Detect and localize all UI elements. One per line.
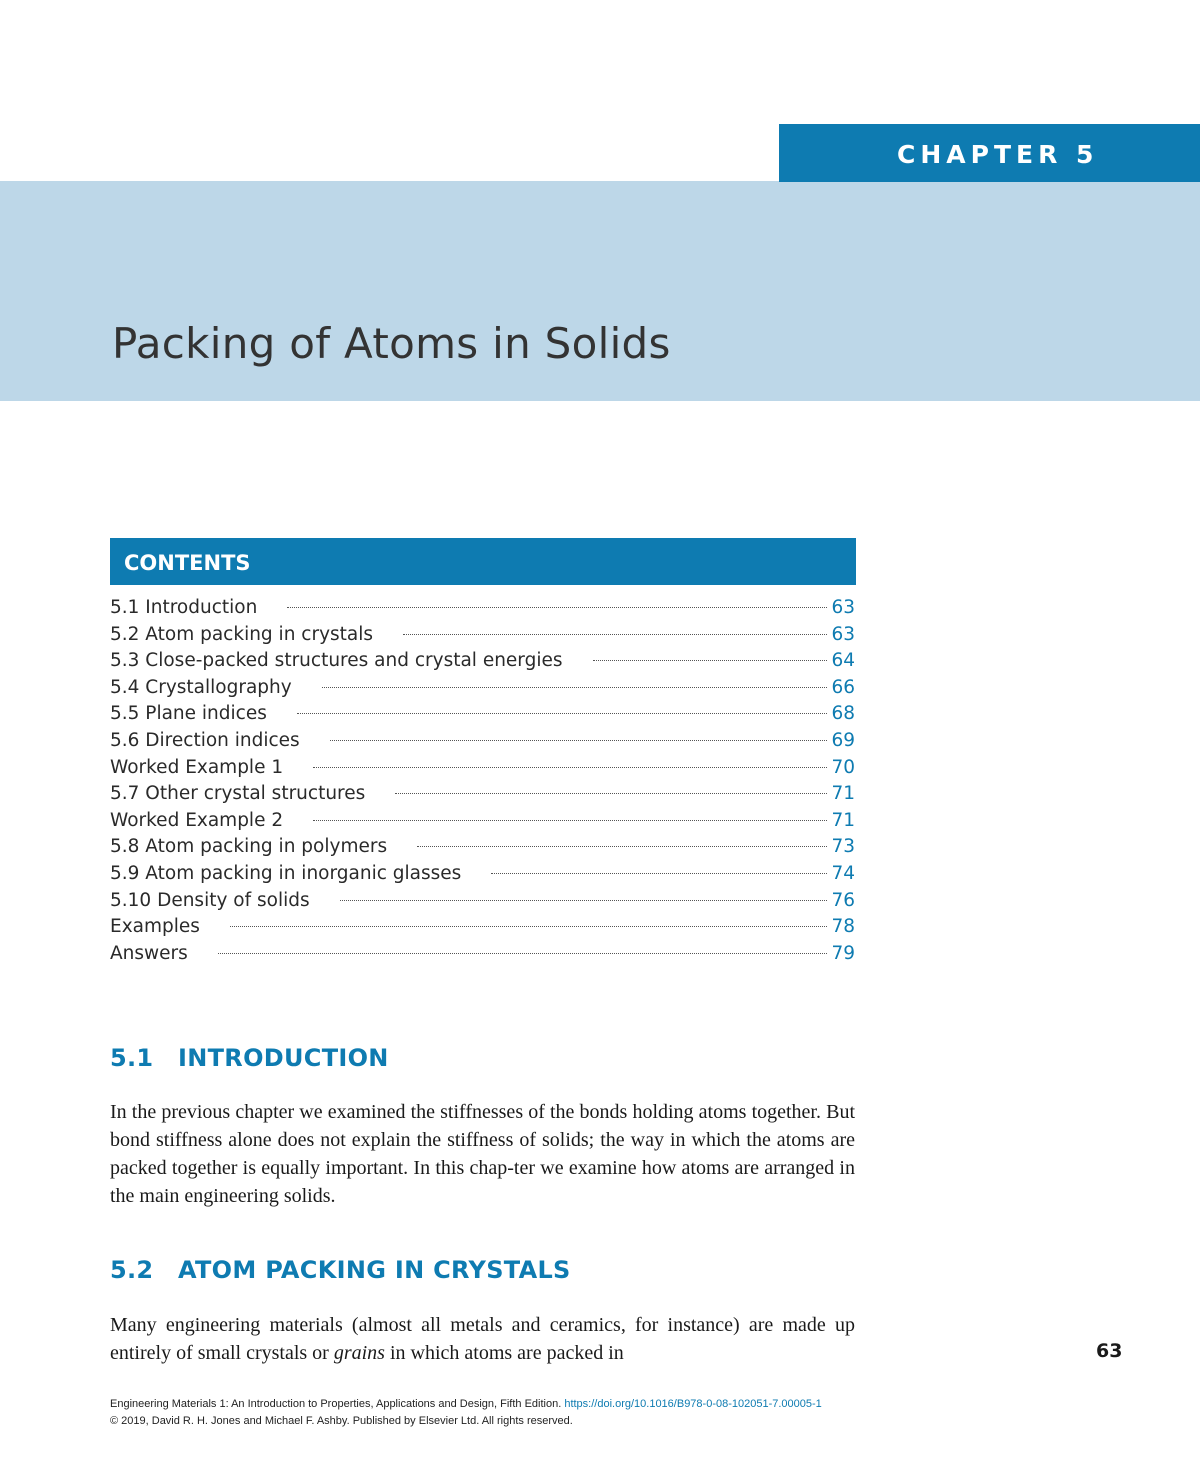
paragraph-emphasis: grains [333,1342,385,1364]
section-title: INTRODUCTION [178,1044,389,1072]
section-title: ATOM PACKING IN CRYSTALS [178,1256,571,1284]
toc-leader-dots [313,820,827,821]
toc-item-page: 70 [831,756,855,778]
toc-item[interactable] [110,597,855,624]
chapter-label: CHAPTER 5 [779,124,1200,182]
toc-item-page: 71 [831,809,855,831]
toc-item-page: 63 [831,597,855,618]
toc-item[interactable] [110,890,855,917]
toc-leader-dots [491,873,827,874]
toc-item-page: 76 [831,889,855,911]
toc-leader-dots [230,926,828,927]
toc-item[interactable] [110,730,855,757]
toc-leader-dots [322,687,828,688]
toc-item[interactable] [110,863,855,890]
toc-item-label: Answers [110,942,188,964]
section-paragraph: In the previous chapter we examined the stiffnesses of the bonds holding atoms together. But bond stiffness alone does not explain the stiffness of solids; the way in which the atoms are packed together is equally important. In this chap-ter we examine how atoms are arranged in the main engineering solids. [110,1101,855,1207]
toc-leader-dots [593,660,828,661]
toc-item[interactable] [110,703,855,730]
table-of-contents [110,597,855,969]
toc-leader-dots [395,793,827,794]
toc-item-page: 63 [831,623,855,645]
footer-citation: Engineering Materials 1: An Introduction to Properties, Applications and Design, Fifth Edition. [110,1398,565,1410]
toc-item-label: 5.8 Atom packing in polymers [110,836,388,858]
footer-copyright: © 2019, David R. H. Jones and Michael F. Ashby. Published by Elsevier Ltd. All rights reserved. [110,1415,573,1427]
toc-item-label: 5.10 Density of solids [110,889,310,911]
toc-item[interactable] [110,836,855,863]
toc-leader-dots [417,846,827,847]
toc-item-page: 69 [831,729,855,751]
toc-item-label: 5.7 Other crystal structures [110,783,366,805]
section-paragraph [110,1311,855,1367]
toc-item-page: 71 [831,783,855,805]
toc-item-label: Worked Example 2 [110,809,284,831]
toc-item-label: Examples [110,916,200,938]
toc-item-label: 5.6 Direction indices [110,729,300,751]
paragraph-text: in which atoms are packed in [384,1342,624,1364]
toc-item-page: 78 [831,916,855,938]
toc-leader-dots [403,634,827,635]
toc-item-label: 5.4 Crystallography [110,676,292,698]
toc-item[interactable] [110,783,855,810]
section-heading-atom-packing [110,1256,571,1284]
toc-item-label: 5.2 Atom packing in crystals [110,623,374,645]
section-heading-introduction [110,1044,389,1072]
page-number: 63 [1096,1340,1123,1362]
toc-item-page: 64 [831,650,855,672]
toc-item-page: 74 [831,862,855,884]
toc-item[interactable] [110,810,855,837]
toc-item-label: 5.1 Introduction [110,597,258,618]
toc-leader-dots [287,607,827,608]
toc-leader-dots [297,713,828,714]
toc-leader-dots [218,953,828,954]
toc-item[interactable] [110,916,855,943]
footer [110,1396,822,1430]
toc-item[interactable] [110,943,855,970]
toc-item[interactable] [110,757,855,784]
toc-leader-dots [340,900,828,901]
toc-leader-dots [330,740,828,741]
toc-item-label: Worked Example 1 [110,756,284,778]
toc-item[interactable] [110,650,855,677]
toc-leader-dots [313,767,827,768]
section-number: 5.2 [110,1256,154,1284]
toc-item[interactable] [110,624,855,651]
toc-item-label: 5.5 Plane indices [110,703,267,725]
toc-item-page: 79 [831,942,855,964]
toc-item-label: 5.3 Close-packed structures and crystal energies [110,650,563,672]
chapter-title: Packing of Atoms in Solids [112,319,671,368]
toc-item-page: 68 [831,703,855,725]
paragraph-text: Many engineering materials (almost all metals and ceramics, for instance) are made up entirely of small crystals or [110,1314,855,1364]
toc-item[interactable] [110,677,855,704]
toc-item-label: 5.9 Atom packing in inorganic glasses [110,862,462,884]
toc-item-page: 73 [831,836,855,858]
footer-citation-line [110,1396,822,1413]
toc-item-page: 66 [831,676,855,698]
section-number: 5.1 [110,1044,154,1072]
doi-link[interactable]: https://doi.org/10.1016/B978-0-08-102051-7.00005-1 [564,1398,822,1410]
contents-heading: CONTENTS [110,538,856,585]
